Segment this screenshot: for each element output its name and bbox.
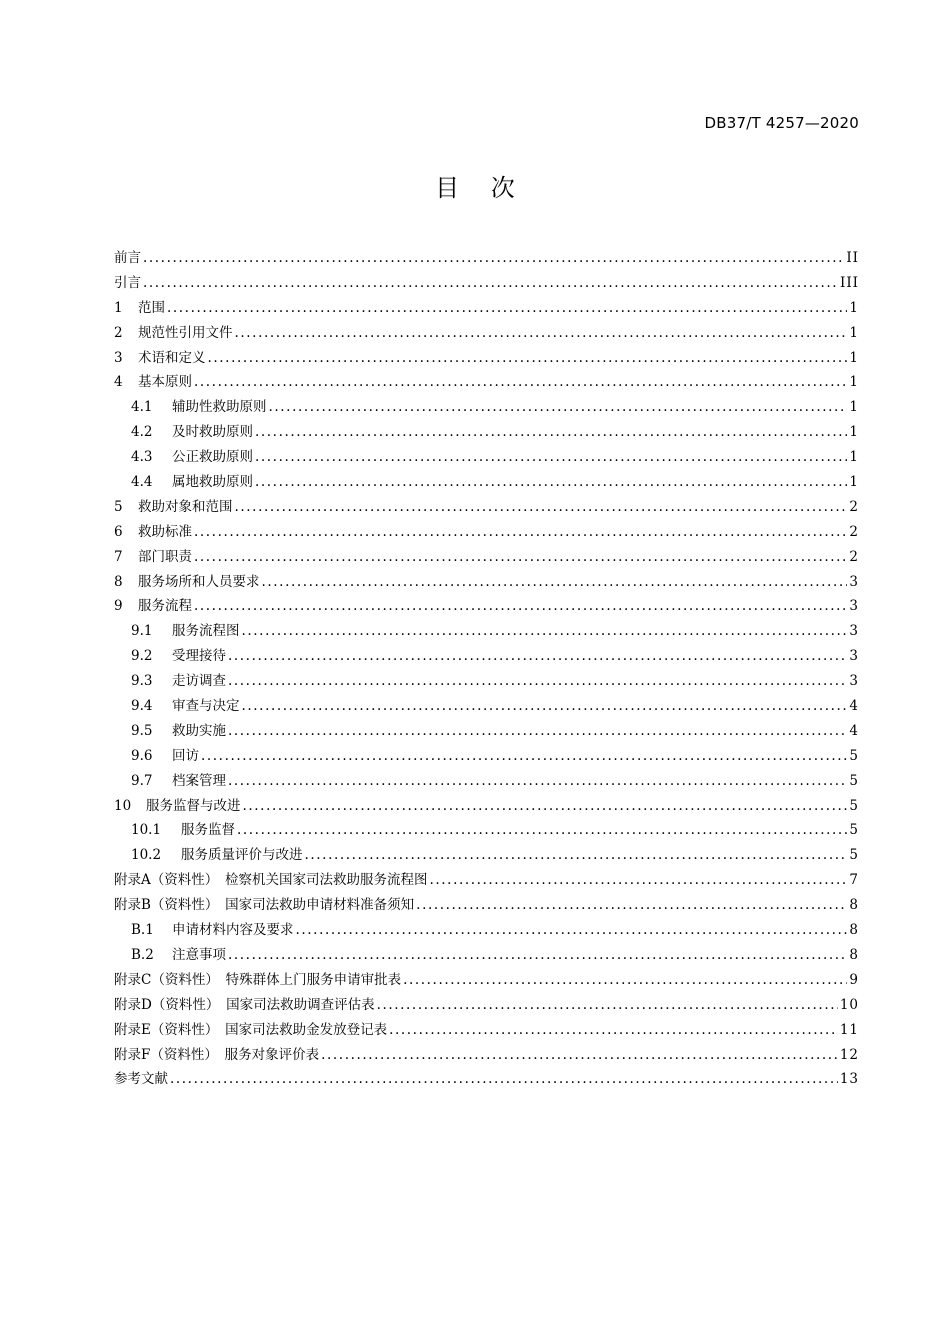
toc-entry-page: 1	[849, 424, 859, 441]
toc-entry[interactable]	[114, 619, 859, 644]
toc-entry[interactable]	[114, 644, 859, 669]
toc-entry-title: 属地救助原则	[172, 474, 253, 491]
toc-entry-number: 2	[114, 324, 123, 341]
toc-entry[interactable]	[114, 570, 859, 595]
toc-entry-page: 5	[849, 797, 859, 814]
toc-entry-number: 9	[114, 598, 123, 615]
toc-entry[interactable]	[114, 769, 859, 794]
toc-dot-leader	[242, 619, 848, 644]
toc-entry-page: 3	[849, 573, 859, 590]
toc-entry-title: 附录A（资料性） 检察机关国家司法救助服务流程图	[114, 872, 428, 889]
toc-entry-title: 附录D（资料性） 国家司法救助调查评估表	[114, 996, 375, 1013]
toc-entry[interactable]	[114, 470, 859, 495]
toc-entry-title: 引言	[114, 274, 141, 291]
toc-entry-number: 9.7	[131, 772, 153, 789]
toc-entry-number: B.1	[131, 922, 154, 939]
toc-dot-leader	[228, 644, 847, 669]
toc-entry-page: 2	[849, 523, 859, 540]
toc-entry-title: 救助对象和范围	[138, 498, 233, 515]
toc-entry-title: 申请材料内容及要求	[172, 922, 294, 939]
toc-entry[interactable]	[114, 918, 859, 943]
toc-dot-leader	[305, 843, 848, 868]
toc-entry-number: 9.5	[131, 722, 153, 739]
toc-entry-page: 1	[849, 299, 859, 316]
toc-entry[interactable]	[114, 395, 859, 420]
document-code: DB37/T 4257—2020	[704, 114, 859, 132]
toc-entry[interactable]	[114, 545, 859, 570]
toc-entry-title: 附录B（资料性） 国家司法救助申请材料准备须知	[114, 897, 415, 914]
toc-entry-page: 1	[849, 474, 859, 491]
toc-entry[interactable]	[114, 594, 859, 619]
toc-dot-leader	[389, 1018, 838, 1043]
toc-entry-number: 1	[114, 299, 123, 316]
toc-dot-leader	[143, 271, 838, 296]
toc-entry-title: 部门职责	[138, 548, 192, 565]
toc-entry-page: 1	[849, 399, 859, 416]
toc-dot-leader	[237, 818, 847, 843]
toc-dot-leader	[228, 769, 847, 794]
toc-entry-page: 8	[849, 897, 859, 914]
toc-dot-leader	[403, 968, 847, 993]
toc-entry[interactable]	[114, 246, 859, 271]
toc-entry-number: 4.4	[131, 474, 153, 491]
toc-dot-leader	[194, 594, 847, 619]
toc-entry-number: 9.3	[131, 673, 153, 690]
toc-entry-number: 10.2	[131, 847, 162, 864]
toc-dot-leader	[243, 794, 848, 819]
toc-dot-leader	[194, 520, 847, 545]
toc-entry[interactable]	[114, 495, 859, 520]
toc-entry-title: 前言	[114, 250, 141, 266]
toc-entry[interactable]	[114, 719, 859, 744]
toc-entry-title: 服务质量评价与改进	[181, 847, 303, 864]
toc-entry[interactable]	[114, 818, 859, 843]
toc-entry-title: 规范性引用文件	[138, 324, 233, 341]
toc-entry-number: 6	[114, 523, 123, 540]
toc-dot-leader	[377, 993, 838, 1018]
toc-entry-page: 5	[849, 772, 859, 789]
toc-entry-number: 10.1	[131, 822, 162, 839]
toc-entry-number: B.2	[131, 946, 154, 963]
toc-entry[interactable]	[114, 993, 859, 1018]
toc-entry-page: 2	[849, 548, 859, 565]
toc-entry-number: 4.1	[131, 399, 153, 416]
toc-entry-title: 档案管理	[172, 772, 226, 789]
toc-entry-title: 回访	[172, 747, 199, 764]
toc-entry-number: 4.3	[131, 449, 153, 466]
toc-entry-title: 服务流程	[138, 598, 192, 615]
toc-entry-title: 附录C（资料性） 特殊群体上门服务申请审批表	[114, 971, 402, 988]
toc-entry-title: 服务流程图	[172, 623, 240, 640]
toc-dot-leader	[242, 694, 848, 719]
toc-dot-leader	[228, 719, 847, 744]
toc-dot-leader	[416, 893, 847, 918]
toc-entry-page: 9	[849, 971, 859, 988]
toc-dot-leader	[170, 1067, 838, 1092]
toc-entry-title: 救助标准	[138, 523, 192, 540]
toc-entry-number: 10	[114, 797, 132, 814]
toc-entry-page: 5	[849, 847, 859, 864]
toc-entry-title: 参考文献	[114, 1071, 168, 1088]
toc-entry-page: 12	[839, 1046, 859, 1063]
toc-dot-leader	[255, 470, 847, 495]
toc-entry-page: 3	[849, 673, 859, 690]
toc-entry-title: 服务场所和人员要求	[138, 573, 260, 590]
toc-entry-page: 8	[849, 946, 859, 963]
toc-entry-title: 救助实施	[172, 722, 226, 739]
toc-entry[interactable]	[114, 968, 859, 993]
toc-entry-page: 11	[839, 1021, 859, 1038]
toc-entry-page: 5	[849, 822, 859, 839]
toc-dot-leader	[269, 395, 848, 420]
toc-entry-page: 10	[839, 996, 859, 1013]
table-of-contents	[114, 246, 859, 1092]
toc-entry[interactable]	[114, 868, 859, 893]
toc-entry-page: III	[840, 274, 859, 291]
toc-entry-page: 1	[849, 324, 859, 341]
toc-entry[interactable]	[114, 794, 859, 819]
toc-entry-number: 3	[114, 349, 123, 366]
toc-entry-page: 1	[849, 349, 859, 366]
toc-dot-leader	[143, 246, 844, 271]
toc-entry[interactable]	[114, 1067, 859, 1092]
toc-entry-title: 注意事项	[172, 946, 226, 963]
toc-dot-leader	[430, 868, 848, 893]
toc-entry[interactable]	[114, 296, 859, 321]
toc-entry-page: 3	[849, 648, 859, 665]
toc-dot-leader	[167, 296, 847, 321]
toc-dot-leader	[255, 445, 847, 470]
toc-entry-page: 1	[849, 374, 859, 391]
toc-entry-page: II	[846, 250, 859, 266]
toc-entry-number: 8	[114, 573, 123, 590]
toc-entry-page: 3	[849, 598, 859, 615]
toc-entry-number: 9.2	[131, 648, 153, 665]
toc-entry-title: 基本原则	[138, 374, 192, 391]
toc-entry-page: 1	[849, 449, 859, 466]
toc-entry-number: 9.1	[131, 623, 153, 640]
toc-entry-title: 及时救助原则	[172, 424, 253, 441]
toc-entry-page: 13	[839, 1071, 859, 1088]
toc-entry-number: 9.6	[131, 747, 153, 764]
toc-dot-leader	[208, 346, 848, 371]
toc-entry[interactable]	[114, 271, 859, 296]
toc-entry-number: 4	[114, 374, 123, 391]
toc-entry-number: 5	[114, 498, 123, 515]
toc-entry-page: 8	[849, 922, 859, 939]
toc-entry-title: 术语和定义	[138, 349, 206, 366]
toc-entry[interactable]	[114, 893, 859, 918]
toc-dot-leader	[194, 545, 847, 570]
toc-dot-leader	[296, 918, 848, 943]
toc-entry-page: 4	[849, 722, 859, 739]
toc-entry[interactable]	[114, 445, 859, 470]
toc-dot-leader	[321, 1043, 838, 1068]
toc-entry[interactable]	[114, 321, 859, 346]
toc-entry-title: 公正救助原则	[172, 449, 253, 466]
toc-dot-leader	[194, 370, 847, 395]
toc-entry[interactable]	[114, 744, 859, 769]
toc-dot-leader	[235, 495, 848, 520]
toc-entry-page: 7	[849, 872, 859, 889]
toc-entry[interactable]	[114, 420, 859, 445]
toc-entry[interactable]	[114, 370, 859, 395]
toc-entry-title: 服务监督与改进	[146, 797, 241, 814]
toc-dot-leader	[201, 744, 847, 769]
toc-entry-page: 2	[849, 498, 859, 515]
page-title: 目 次	[435, 174, 527, 202]
toc-entry-number: 7	[114, 548, 123, 565]
toc-dot-leader	[235, 321, 848, 346]
toc-entry-title: 附录F（资料性） 服务对象评价表	[114, 1046, 320, 1063]
toc-entry[interactable]	[114, 520, 859, 545]
toc-entry-title: 附录E（资料性） 国家司法救助金发放登记表	[114, 1021, 388, 1038]
toc-entry[interactable]	[114, 669, 859, 694]
toc-entry-title: 范围	[138, 299, 165, 316]
toc-entry[interactable]	[114, 943, 859, 968]
toc-entry-number: 4.2	[131, 424, 153, 441]
toc-entry-page: 5	[849, 747, 859, 764]
toc-dot-leader	[228, 669, 847, 694]
toc-entry-title: 走访调查	[172, 673, 226, 690]
toc-entry[interactable]	[114, 694, 859, 719]
toc-entry[interactable]	[114, 346, 859, 371]
toc-entry-title: 受理接待	[172, 648, 226, 665]
toc-entry-title: 服务监督	[181, 822, 235, 839]
toc-entry[interactable]	[114, 1043, 859, 1068]
toc-dot-leader	[262, 570, 848, 595]
toc-dot-leader	[228, 943, 847, 968]
toc-entry-page: 4	[849, 698, 859, 715]
toc-entry-title: 审查与决定	[172, 698, 240, 715]
toc-entry[interactable]	[114, 1018, 859, 1043]
toc-dot-leader	[255, 420, 847, 445]
toc-entry-page: 3	[849, 623, 859, 640]
toc-entry[interactable]	[114, 843, 859, 868]
toc-entry-number: 9.4	[131, 698, 153, 715]
toc-entry-title: 辅助性救助原则	[172, 399, 267, 416]
